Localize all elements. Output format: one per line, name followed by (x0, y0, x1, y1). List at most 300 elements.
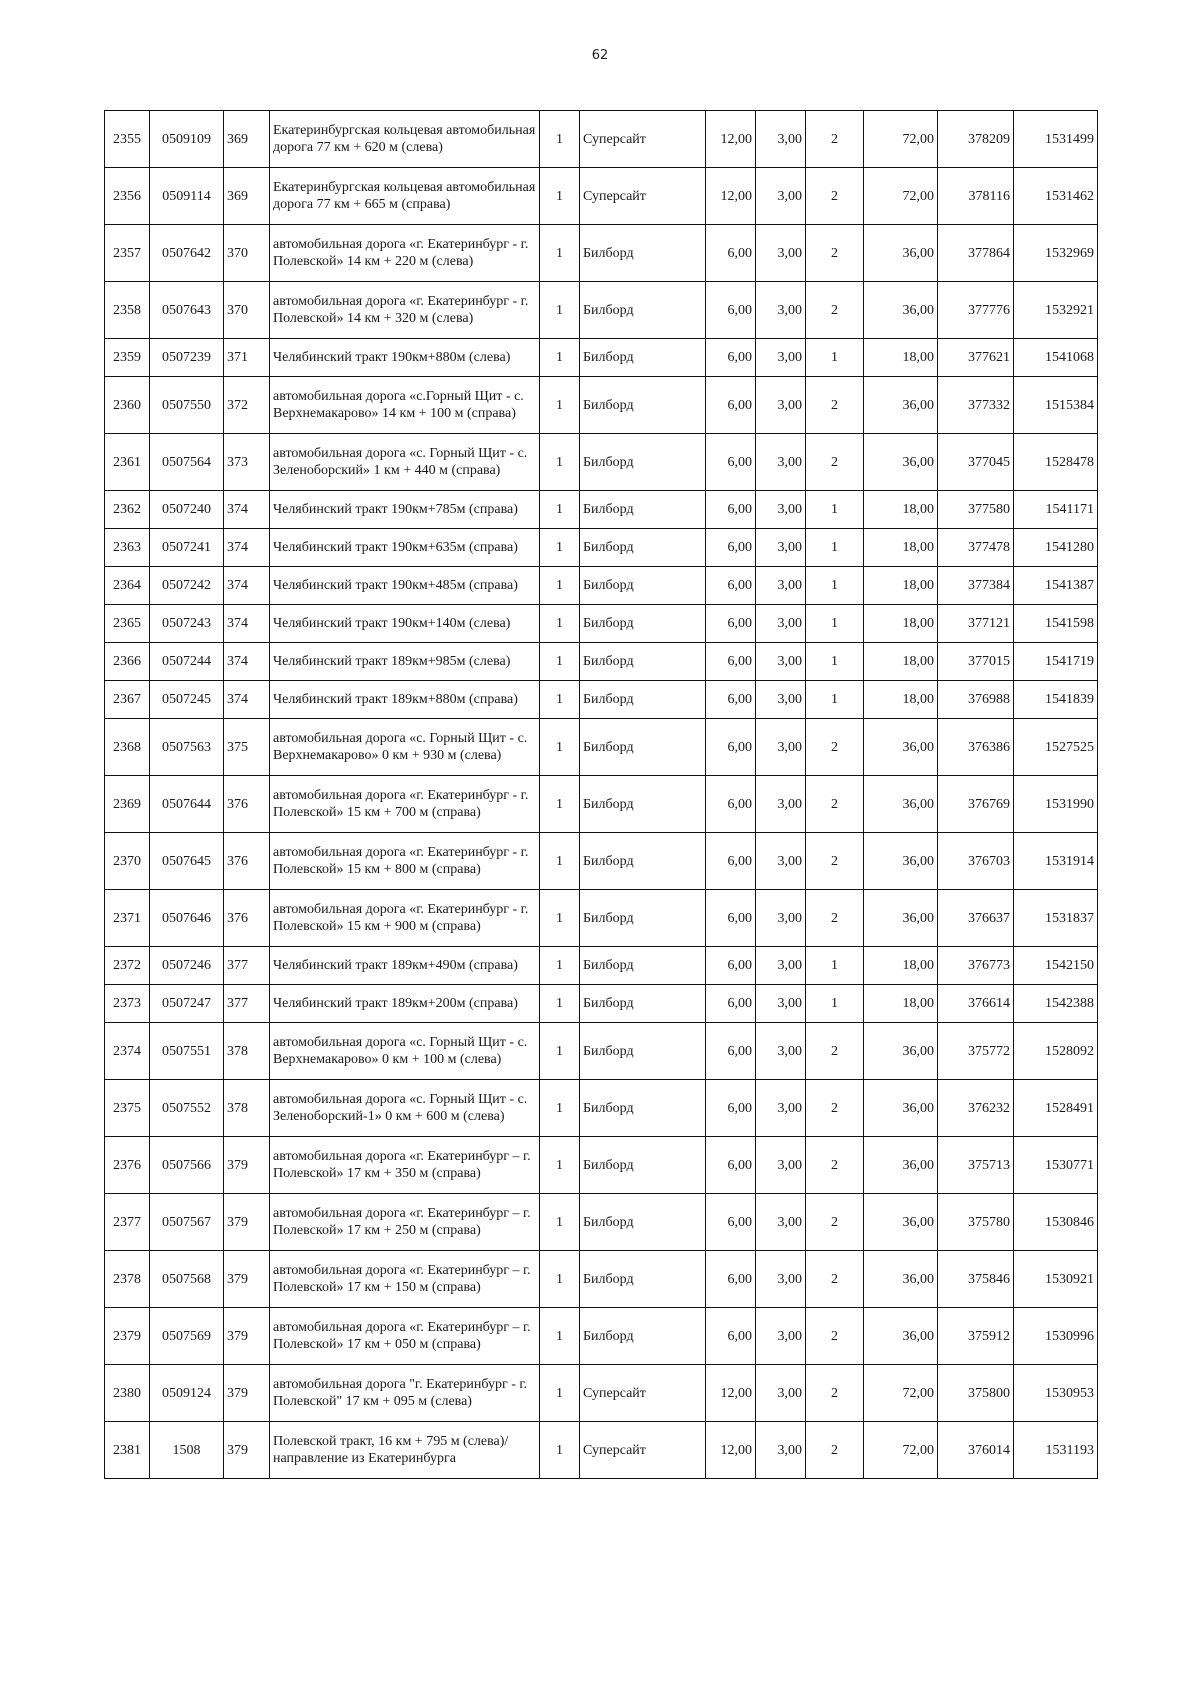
table-row (105, 339, 1098, 377)
faces-count: 2 (806, 1365, 864, 1422)
address-cell: Екатеринбургская кольцевая автомобильная дорога 77 км + 620 м (слева) (270, 111, 540, 168)
sides-count: 1 (540, 1080, 580, 1137)
width-value: 6,00 (706, 947, 756, 985)
faces-count: 1 (806, 567, 864, 605)
coordinate-x: 378209 (938, 111, 1014, 168)
row-number: 2355 (105, 111, 150, 168)
faces-count: 2 (806, 1080, 864, 1137)
coordinate-x: 375800 (938, 1365, 1014, 1422)
coordinate-y: 1541280 (1014, 529, 1098, 567)
height-value: 3,00 (756, 567, 806, 605)
reference-number: 379 (224, 1251, 270, 1308)
reference-number: 379 (224, 1365, 270, 1422)
reference-number: 372 (224, 377, 270, 434)
reference-number: 374 (224, 529, 270, 567)
height-value: 3,00 (756, 339, 806, 377)
table-row (105, 985, 1098, 1023)
reference-number: 370 (224, 225, 270, 282)
address-cell: автомобильная дорога «г. Екатеринбург - г. Полевской» 14 км + 320 м (слева) (270, 282, 540, 339)
structure-type: Билборд (580, 339, 706, 377)
structure-type: Билборд (580, 282, 706, 339)
coordinate-x: 375912 (938, 1308, 1014, 1365)
sides-count: 1 (540, 225, 580, 282)
faces-count: 2 (806, 225, 864, 282)
reference-number: 373 (224, 434, 270, 491)
address-cell: автомобильная дорога «г. Екатеринбург - г. Полевской» 14 км + 220 м (слева) (270, 225, 540, 282)
height-value: 3,00 (756, 491, 806, 529)
coordinate-x: 377045 (938, 434, 1014, 491)
table-row (105, 434, 1098, 491)
table-row (105, 1194, 1098, 1251)
faces-count: 2 (806, 282, 864, 339)
height-value: 3,00 (756, 1194, 806, 1251)
structure-type: Билборд (580, 1251, 706, 1308)
coordinate-x: 375772 (938, 1023, 1014, 1080)
faces-count: 2 (806, 168, 864, 225)
width-value: 6,00 (706, 1137, 756, 1194)
structure-id: 0507568 (150, 1251, 224, 1308)
table-row (105, 282, 1098, 339)
advertising-structures-table (104, 110, 1098, 1479)
coordinate-x: 375713 (938, 1137, 1014, 1194)
structure-id: 0507239 (150, 339, 224, 377)
height-value: 3,00 (756, 833, 806, 890)
row-number: 2362 (105, 491, 150, 529)
coordinate-y: 1541719 (1014, 643, 1098, 681)
coordinate-y: 1541068 (1014, 339, 1098, 377)
coordinate-y: 1531499 (1014, 111, 1098, 168)
row-number: 2378 (105, 1251, 150, 1308)
faces-count: 2 (806, 1194, 864, 1251)
sides-count: 1 (540, 1251, 580, 1308)
address-cell: Полевской тракт, 16 км + 795 м (слева)/направление из Екатеринбурга (270, 1422, 540, 1479)
table-row (105, 605, 1098, 643)
area-value: 36,00 (864, 1194, 938, 1251)
sides-count: 1 (540, 491, 580, 529)
structure-id: 0507642 (150, 225, 224, 282)
reference-number: 375 (224, 719, 270, 776)
address-cell: автомобильная дорога «с. Горный Щит - с. Зеленоборский-1» 0 км + 600 м (слева) (270, 1080, 540, 1137)
coordinate-y: 1528092 (1014, 1023, 1098, 1080)
structure-id: 0507646 (150, 890, 224, 947)
coordinate-y: 1531462 (1014, 168, 1098, 225)
structure-id: 0507246 (150, 947, 224, 985)
width-value: 6,00 (706, 1023, 756, 1080)
reference-number: 379 (224, 1308, 270, 1365)
sides-count: 1 (540, 719, 580, 776)
coordinate-y: 1531837 (1014, 890, 1098, 947)
area-value: 36,00 (864, 434, 938, 491)
faces-count: 1 (806, 947, 864, 985)
height-value: 3,00 (756, 643, 806, 681)
faces-count: 2 (806, 377, 864, 434)
address-cell: автомобильная дорога «г. Екатеринбург – г. Полевской» 17 км + 150 м (справа) (270, 1251, 540, 1308)
height-value: 3,00 (756, 1365, 806, 1422)
reference-number: 379 (224, 1137, 270, 1194)
reference-number: 371 (224, 339, 270, 377)
sides-count: 1 (540, 1422, 580, 1479)
table-row (105, 1422, 1098, 1479)
area-value: 36,00 (864, 776, 938, 833)
area-value: 18,00 (864, 491, 938, 529)
address-cell: Челябинский тракт 189км+985м (слева) (270, 643, 540, 681)
width-value: 12,00 (706, 1365, 756, 1422)
area-value: 36,00 (864, 225, 938, 282)
width-value: 6,00 (706, 491, 756, 529)
coordinate-x: 377580 (938, 491, 1014, 529)
faces-count: 1 (806, 605, 864, 643)
coordinate-y: 1542388 (1014, 985, 1098, 1023)
row-number: 2367 (105, 681, 150, 719)
structure-type: Билборд (580, 605, 706, 643)
width-value: 6,00 (706, 1251, 756, 1308)
coordinate-y: 1542150 (1014, 947, 1098, 985)
coordinate-x: 376014 (938, 1422, 1014, 1479)
sides-count: 1 (540, 1365, 580, 1422)
sides-count: 1 (540, 529, 580, 567)
structure-type: Суперсайт (580, 168, 706, 225)
coordinate-y: 1530921 (1014, 1251, 1098, 1308)
coordinate-x: 377478 (938, 529, 1014, 567)
width-value: 6,00 (706, 1080, 756, 1137)
address-cell: автомобильная дорога «г. Екатеринбург – г. Полевской» 17 км + 250 м (справа) (270, 1194, 540, 1251)
coordinate-x: 377015 (938, 643, 1014, 681)
structure-type: Билборд (580, 947, 706, 985)
coordinate-x: 377384 (938, 567, 1014, 605)
structure-id: 0507563 (150, 719, 224, 776)
reference-number: 374 (224, 605, 270, 643)
height-value: 3,00 (756, 1023, 806, 1080)
height-value: 3,00 (756, 605, 806, 643)
table-row (105, 168, 1098, 225)
area-value: 36,00 (864, 1137, 938, 1194)
table-row (105, 1023, 1098, 1080)
row-number: 2371 (105, 890, 150, 947)
area-value: 36,00 (864, 1023, 938, 1080)
coordinate-x: 378116 (938, 168, 1014, 225)
structure-id: 1508 (150, 1422, 224, 1479)
faces-count: 1 (806, 643, 864, 681)
width-value: 6,00 (706, 719, 756, 776)
sides-count: 1 (540, 833, 580, 890)
reference-number: 370 (224, 282, 270, 339)
faces-count: 1 (806, 491, 864, 529)
coordinate-y: 1531193 (1014, 1422, 1098, 1479)
structure-id: 0507242 (150, 567, 224, 605)
sides-count: 1 (540, 947, 580, 985)
sides-count: 1 (540, 1194, 580, 1251)
structure-type: Билборд (580, 681, 706, 719)
coordinate-y: 1515384 (1014, 377, 1098, 434)
sides-count: 1 (540, 567, 580, 605)
address-cell: Челябинский тракт 189км+200м (справа) (270, 985, 540, 1023)
address-cell: Челябинский тракт 189км+880м (справа) (270, 681, 540, 719)
row-number: 2381 (105, 1422, 150, 1479)
row-number: 2359 (105, 339, 150, 377)
structure-id: 0507550 (150, 377, 224, 434)
structure-id: 0507240 (150, 491, 224, 529)
faces-count: 2 (806, 1308, 864, 1365)
reference-number: 378 (224, 1023, 270, 1080)
sides-count: 1 (540, 890, 580, 947)
row-number: 2357 (105, 225, 150, 282)
height-value: 3,00 (756, 1080, 806, 1137)
area-value: 18,00 (864, 643, 938, 681)
faces-count: 2 (806, 776, 864, 833)
row-number: 2363 (105, 529, 150, 567)
faces-count: 1 (806, 529, 864, 567)
row-number: 2377 (105, 1194, 150, 1251)
reference-number: 374 (224, 643, 270, 681)
address-cell: Челябинский тракт 190км+140м (слева) (270, 605, 540, 643)
structure-id: 0509114 (150, 168, 224, 225)
width-value: 6,00 (706, 776, 756, 833)
height-value: 3,00 (756, 434, 806, 491)
area-value: 72,00 (864, 168, 938, 225)
area-value: 36,00 (864, 833, 938, 890)
row-number: 2374 (105, 1023, 150, 1080)
coordinate-y: 1528491 (1014, 1080, 1098, 1137)
structure-type: Билборд (580, 1137, 706, 1194)
sides-count: 1 (540, 605, 580, 643)
structure-type: Билборд (580, 529, 706, 567)
structure-id: 0507243 (150, 605, 224, 643)
height-value: 3,00 (756, 776, 806, 833)
coordinate-x: 376703 (938, 833, 1014, 890)
area-value: 36,00 (864, 890, 938, 947)
reference-number: 374 (224, 567, 270, 605)
address-cell: Челябинский тракт 190км+785м (справа) (270, 491, 540, 529)
coordinate-x: 377864 (938, 225, 1014, 282)
sides-count: 1 (540, 985, 580, 1023)
table-row (105, 111, 1098, 168)
coordinate-x: 377332 (938, 377, 1014, 434)
faces-count: 2 (806, 1137, 864, 1194)
structure-id: 0507564 (150, 434, 224, 491)
row-number: 2368 (105, 719, 150, 776)
table-row (105, 377, 1098, 434)
faces-count: 2 (806, 1422, 864, 1479)
row-number: 2373 (105, 985, 150, 1023)
structure-type: Билборд (580, 890, 706, 947)
height-value: 3,00 (756, 1251, 806, 1308)
structure-id: 0507566 (150, 1137, 224, 1194)
height-value: 3,00 (756, 529, 806, 567)
structure-type: Билборд (580, 985, 706, 1023)
height-value: 3,00 (756, 225, 806, 282)
coordinate-x: 376614 (938, 985, 1014, 1023)
row-number: 2360 (105, 377, 150, 434)
address-cell: автомобильная дорога «г. Екатеринбург – г. Полевской» 17 км + 050 м (справа) (270, 1308, 540, 1365)
coordinate-y: 1541387 (1014, 567, 1098, 605)
table-body (105, 111, 1098, 1479)
area-value: 72,00 (864, 1422, 938, 1479)
table-row (105, 1251, 1098, 1308)
width-value: 6,00 (706, 1308, 756, 1365)
table-row (105, 567, 1098, 605)
width-value: 6,00 (706, 681, 756, 719)
coordinate-y: 1532969 (1014, 225, 1098, 282)
structure-type: Билборд (580, 491, 706, 529)
sides-count: 1 (540, 1137, 580, 1194)
structure-type: Билборд (580, 434, 706, 491)
sides-count: 1 (540, 282, 580, 339)
table-row (105, 529, 1098, 567)
table-row (105, 1080, 1098, 1137)
address-cell: Екатеринбургская кольцевая автомобильная дорога 77 км + 665 м (справа) (270, 168, 540, 225)
page-number: 62 (591, 48, 609, 63)
width-value: 6,00 (706, 1194, 756, 1251)
coordinate-x: 376773 (938, 947, 1014, 985)
coordinate-x: 376769 (938, 776, 1014, 833)
address-cell: Челябинский тракт 190км+880м (слева) (270, 339, 540, 377)
table-row (105, 890, 1098, 947)
sides-count: 1 (540, 643, 580, 681)
structure-type: Билборд (580, 1080, 706, 1137)
width-value: 6,00 (706, 833, 756, 890)
table-row (105, 1137, 1098, 1194)
height-value: 3,00 (756, 1308, 806, 1365)
structure-type: Суперсайт (580, 1365, 706, 1422)
row-number: 2372 (105, 947, 150, 985)
row-number: 2361 (105, 434, 150, 491)
coordinate-y: 1541171 (1014, 491, 1098, 529)
coordinate-x: 376386 (938, 719, 1014, 776)
sides-count: 1 (540, 776, 580, 833)
table-row (105, 491, 1098, 529)
structure-id: 0507241 (150, 529, 224, 567)
structure-type: Билборд (580, 377, 706, 434)
structure-type: Билборд (580, 776, 706, 833)
width-value: 6,00 (706, 377, 756, 434)
width-value: 12,00 (706, 168, 756, 225)
area-value: 72,00 (864, 1365, 938, 1422)
height-value: 3,00 (756, 1137, 806, 1194)
faces-count: 1 (806, 985, 864, 1023)
table-row (105, 947, 1098, 985)
table-row (105, 643, 1098, 681)
height-value: 3,00 (756, 168, 806, 225)
structure-type: Билборд (580, 1308, 706, 1365)
address-cell: автомобильная дорога «с.Горный Щит - с. Верхнемакарово» 14 км + 100 м (справа) (270, 377, 540, 434)
structure-type: Билборд (580, 719, 706, 776)
faces-count: 2 (806, 1023, 864, 1080)
faces-count: 2 (806, 434, 864, 491)
height-value: 3,00 (756, 377, 806, 434)
area-value: 36,00 (864, 1080, 938, 1137)
height-value: 3,00 (756, 947, 806, 985)
structure-id: 0507245 (150, 681, 224, 719)
coordinate-x: 376988 (938, 681, 1014, 719)
coordinate-y: 1531990 (1014, 776, 1098, 833)
table-row (105, 1365, 1098, 1422)
faces-count: 2 (806, 111, 864, 168)
area-value: 18,00 (864, 567, 938, 605)
row-number: 2365 (105, 605, 150, 643)
reference-number: 376 (224, 890, 270, 947)
width-value: 6,00 (706, 567, 756, 605)
structure-type: Билборд (580, 833, 706, 890)
structure-type: Билборд (580, 643, 706, 681)
coordinate-y: 1530953 (1014, 1365, 1098, 1422)
coordinate-y: 1530771 (1014, 1137, 1098, 1194)
row-number: 2375 (105, 1080, 150, 1137)
coordinate-y: 1530846 (1014, 1194, 1098, 1251)
coordinate-x: 377621 (938, 339, 1014, 377)
width-value: 12,00 (706, 1422, 756, 1479)
width-value: 6,00 (706, 529, 756, 567)
sides-count: 1 (540, 1023, 580, 1080)
area-value: 36,00 (864, 377, 938, 434)
area-value: 18,00 (864, 529, 938, 567)
width-value: 6,00 (706, 282, 756, 339)
faces-count: 1 (806, 681, 864, 719)
address-cell: автомобильная дорога «г. Екатеринбург - г. Полевской» 15 км + 900 м (справа) (270, 890, 540, 947)
structure-id: 0507569 (150, 1308, 224, 1365)
area-value: 18,00 (864, 985, 938, 1023)
structure-id: 0507244 (150, 643, 224, 681)
row-number: 2370 (105, 833, 150, 890)
sides-count: 1 (540, 339, 580, 377)
area-value: 36,00 (864, 1251, 938, 1308)
height-value: 3,00 (756, 681, 806, 719)
coordinate-y: 1532921 (1014, 282, 1098, 339)
width-value: 6,00 (706, 339, 756, 377)
reference-number: 376 (224, 776, 270, 833)
reference-number: 369 (224, 168, 270, 225)
sides-count: 1 (540, 1308, 580, 1365)
table-row (105, 681, 1098, 719)
width-value: 6,00 (706, 605, 756, 643)
area-value: 36,00 (864, 719, 938, 776)
address-cell: автомобильная дорога «с. Горный Щит - с. Верхнемакарово» 0 км + 100 м (слева) (270, 1023, 540, 1080)
row-number: 2379 (105, 1308, 150, 1365)
coordinate-x: 377121 (938, 605, 1014, 643)
area-value: 36,00 (864, 1308, 938, 1365)
width-value: 6,00 (706, 643, 756, 681)
area-value: 18,00 (864, 947, 938, 985)
structure-type: Суперсайт (580, 111, 706, 168)
table-row (105, 776, 1098, 833)
area-value: 18,00 (864, 339, 938, 377)
reference-number: 369 (224, 111, 270, 168)
height-value: 3,00 (756, 890, 806, 947)
structure-id: 0507552 (150, 1080, 224, 1137)
sides-count: 1 (540, 434, 580, 491)
faces-count: 2 (806, 833, 864, 890)
reference-number: 379 (224, 1422, 270, 1479)
height-value: 3,00 (756, 985, 806, 1023)
height-value: 3,00 (756, 111, 806, 168)
height-value: 3,00 (756, 1422, 806, 1479)
sides-count: 1 (540, 168, 580, 225)
width-value: 6,00 (706, 434, 756, 491)
address-cell: автомобильная дорога «г. Екатеринбург - г. Полевской» 15 км + 800 м (справа) (270, 833, 540, 890)
width-value: 12,00 (706, 111, 756, 168)
structure-type: Билборд (580, 225, 706, 282)
address-cell: Челябинский тракт 189км+490м (справа) (270, 947, 540, 985)
address-cell: автомобильная дорога «г. Екатеринбург – г. Полевской» 17 км + 350 м (справа) (270, 1137, 540, 1194)
coordinate-y: 1541839 (1014, 681, 1098, 719)
row-number: 2356 (105, 168, 150, 225)
coordinate-y: 1530996 (1014, 1308, 1098, 1365)
area-value: 36,00 (864, 282, 938, 339)
structure-id: 0507551 (150, 1023, 224, 1080)
faces-count: 2 (806, 1251, 864, 1308)
address-cell: автомобильная дорога «с. Горный Щит - с. Верхнемакарово» 0 км + 930 м (слева) (270, 719, 540, 776)
coordinate-x: 375846 (938, 1251, 1014, 1308)
coordinate-x: 376232 (938, 1080, 1014, 1137)
